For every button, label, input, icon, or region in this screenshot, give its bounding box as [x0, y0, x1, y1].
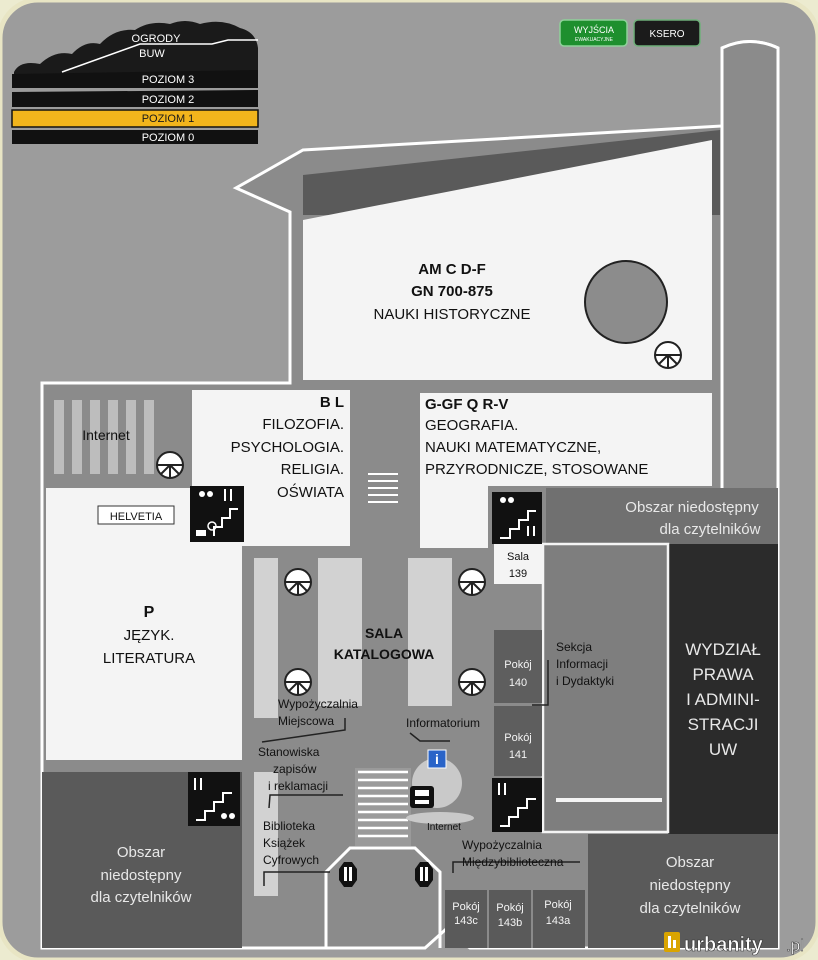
pokoj-143b-line-2: 143b	[497, 917, 523, 929]
restricted-right-line-3: dla czytelników	[639, 900, 741, 917]
pokoj-141-line-2: 141	[508, 749, 528, 761]
geography-line-1: GEOGRAFIA.	[425, 417, 519, 434]
stations-line-1: Stanowiska	[258, 745, 320, 759]
info-section-line-1: Sekcja	[556, 640, 593, 654]
gardens-subtitle: BUW	[139, 48, 165, 60]
info-section-line-3: i Dydaktyki	[556, 674, 615, 688]
history-codes-2: GN 700-875	[411, 283, 493, 300]
exits-label[interactable]: WYJŚCIA	[573, 25, 615, 35]
sala-139-line-1: Sala	[506, 551, 530, 563]
svg-text:i: i	[435, 751, 439, 767]
urbanity-brand: urbanity	[684, 934, 763, 956]
pokoj-141-line-1: Pokój	[504, 732, 532, 744]
philosophy-line-1: FILOZOFIA.	[262, 416, 344, 433]
urbanity-tld: .pl	[786, 936, 804, 955]
philosophy-code: B L	[319, 394, 344, 411]
history-name: NAUKI HISTORYCZNE	[373, 306, 531, 323]
restricted-left-line-1: Obszar	[116, 844, 166, 861]
level-0-label[interactable]: POZIOM 0	[141, 132, 195, 144]
digital-library-line-3: Cyfrowych	[263, 853, 320, 867]
exits-sublabel[interactable]: EWAKUACYJNE	[575, 37, 613, 43]
pokoj-143a-line-2: 143a	[545, 915, 571, 927]
urbanity-logo-icon	[664, 932, 680, 952]
literature-line-1: JĘZYK.	[123, 627, 175, 644]
pokoj-143b-line-1: Pokój	[496, 902, 524, 914]
stations-line-2: zapisów	[273, 762, 317, 776]
digital-library-line-1: Biblioteka	[263, 819, 316, 833]
interlibrary-line-1: Wypożyczalnia	[462, 838, 542, 852]
informatorium-label: Informatorium	[406, 716, 481, 730]
urbanity-watermark	[664, 932, 804, 956]
law-faculty-line-2: PRAWA	[692, 665, 754, 684]
geography-line-3: PRZYRODNICZE, STOSOWANE	[425, 461, 649, 478]
level-3-label[interactable]: POZIOM 3	[141, 74, 195, 86]
catalog-line-2: KATALOGOWA	[333, 646, 435, 662]
history-codes-1: AM C D-F	[418, 261, 486, 278]
law-faculty-line-3: I ADMINI-	[686, 690, 760, 709]
literature-code: P	[143, 604, 155, 621]
pokoj-143c-line-2: 143c	[454, 915, 478, 927]
law-faculty-line-5: UW	[708, 740, 738, 759]
restricted-right-line-2: niedostępny	[649, 877, 731, 894]
geography-line-2: NAUKI MATEMATYCZNE,	[425, 439, 602, 456]
law-faculty-line-4: STRACJI	[687, 715, 759, 734]
internet-label: Internet	[82, 427, 130, 443]
pokoj-143c-line-1: Pokój	[452, 901, 480, 913]
philosophy-line-4: OŚWIATA	[277, 484, 344, 501]
law-faculty-line-1: WYDZIAŁ	[685, 640, 761, 659]
restricted-right-line-1: Obszar	[665, 854, 715, 871]
stations-line-3: i reklamacji	[268, 779, 329, 793]
local-loan-line-1: Wypożyczalnia	[278, 697, 358, 711]
restricted-left-line-2: niedostępny	[100, 867, 182, 884]
info-section-line-2: Informacji	[556, 657, 609, 671]
level-2-label[interactable]: POZIOM 2	[141, 94, 195, 106]
sala-139-line-2: 139	[508, 568, 528, 580]
philosophy-line-3: RELIGIA.	[280, 461, 344, 478]
philosophy-line-2: PSYCHOLOGIA.	[230, 439, 344, 456]
copy-label[interactable]: KSERO	[649, 29, 685, 40]
pokoj-140-line-2: 140	[508, 677, 528, 689]
internet-desk-label: Internet	[427, 822, 461, 833]
restricted-top-line-1: Obszar niedostępny	[625, 499, 759, 516]
helvetia-label: HELVETIA	[109, 511, 163, 523]
digital-library-line-2: Książek	[263, 836, 306, 850]
gardens-title: OGRODY	[131, 33, 181, 45]
level-1-label[interactable]: POZIOM 1	[141, 113, 195, 125]
restricted-top-line-2: dla czytelników	[659, 521, 761, 538]
restricted-left-line-3: dla czytelników	[90, 889, 192, 906]
catalog-line-1: SALA	[364, 625, 404, 641]
local-loan-line-2: Miejscowa	[277, 714, 335, 728]
literature-line-2: LITERATURA	[102, 650, 196, 667]
pokoj-140-line-1: Pokój	[504, 659, 532, 671]
pokoj-143a-line-1: Pokój	[544, 899, 572, 911]
interlibrary-line-2: Międzybiblioteczna	[462, 855, 564, 869]
geography-code: G-GF Q R-V	[425, 396, 509, 413]
